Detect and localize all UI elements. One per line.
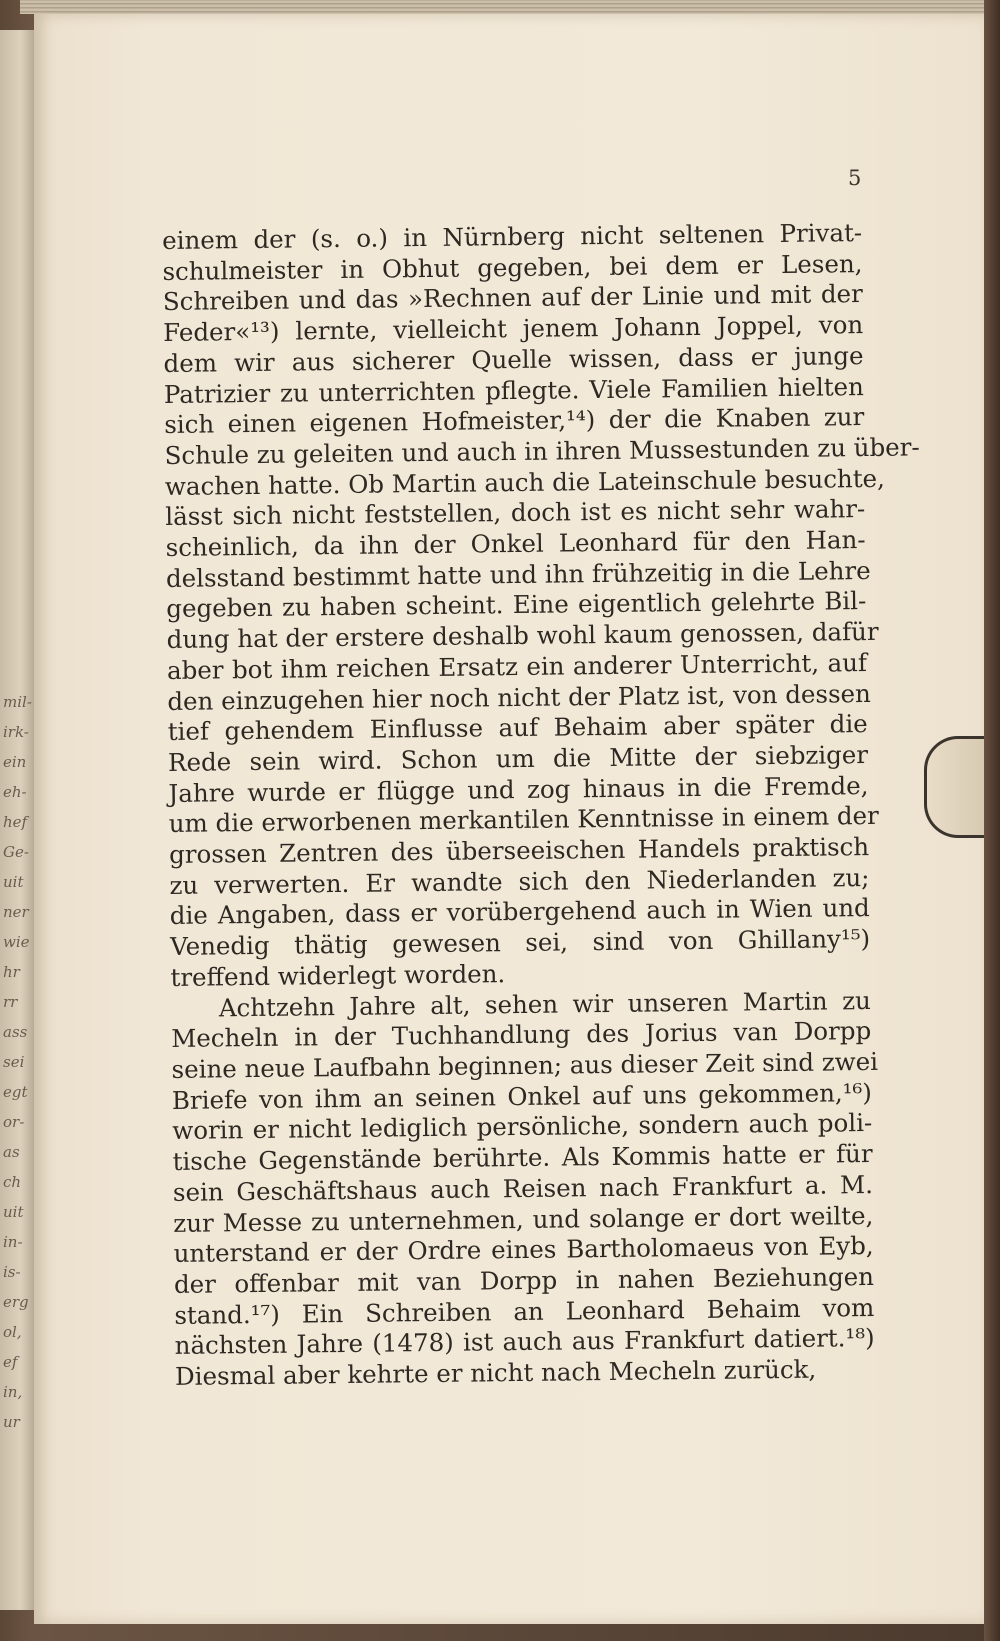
text-line: treffend widerlegt worden. — [170, 959, 506, 992]
text-line: Schreiben und das »Rechnen auf der Linie und mit der — [162, 279, 863, 317]
page-clip — [924, 736, 987, 838]
page-stack-top-edge — [20, 0, 1000, 14]
text-line: wachen hatte. Ob Martin auch die Lateinschule besuchte, — [164, 463, 886, 501]
text-line: die Angaben, dass er vorübergehend auch in Wien und — [169, 893, 870, 931]
text-line: Mecheln in der Tuchhandlung des Jorius van Dorpp — [171, 1016, 872, 1054]
text-line: zur Messe zu unternehmen, und solange er dort weilte, — [173, 1200, 874, 1238]
text-line: Briefe von ihm an seinen Onkel auf uns gekommen,¹⁶) — [171, 1077, 873, 1115]
previous-page-edge — [0, 30, 35, 1610]
margin-fragment: egt — [3, 1083, 28, 1101]
margin-fragment: hef — [3, 813, 28, 831]
margin-fragment: wie — [3, 933, 30, 951]
text-line: Feder«¹³) lernte, vielleicht jenem Johann Joppel, von — [163, 310, 864, 348]
text-line: stand.¹⁷) Ein Schreiben an Leonhard Behaim vom — [174, 1292, 875, 1330]
margin-fragment: ner — [3, 903, 29, 921]
text-line: nächsten Jahre (1478) ist auch aus Frankfurt datiert.¹⁸) — [174, 1323, 875, 1361]
margin-fragment: irk- — [3, 723, 29, 741]
text-line: Diesmal aber kehrte er nicht nach Mecheln zurück, — [174, 1354, 817, 1391]
text-line: Schule zu geleiten und auch in ihren Mussestunden zu über- — [164, 432, 920, 470]
margin-fragment: rr — [3, 993, 18, 1011]
margin-fragment: is- — [3, 1263, 21, 1281]
margin-fragment: ch — [3, 1173, 22, 1191]
text-line: zu verwerten. Er wandte sich den Niederlanden zu; — [169, 862, 870, 900]
text-line: unterstand er der Ordre eines Bartholomaeus von Eyb, — [173, 1231, 874, 1269]
margin-fragment: Ge- — [3, 843, 29, 861]
text-line: sich einen eigenen Hofmeister,¹⁴) der die Knaben zur — [164, 402, 865, 440]
text-line: seine neue Laufbahn beginnen; aus dieser Zeit sind zwei — [171, 1046, 879, 1084]
text-line: um die erworbenen merkantilen Kenntnisse in einem der — [168, 801, 879, 839]
margin-fragment: hr — [3, 963, 20, 981]
text-line: schulmeister in Obhut gegeben, bei dem er Lesen, — [162, 248, 863, 286]
text-line: Patrizier zu unterrichten pflegte. Viele Familien hielten — [163, 371, 865, 409]
margin-fragment: ein — [3, 753, 27, 771]
text-line: tief gehendem Einflusse auf Behaim aber später die — [167, 709, 868, 747]
text-line: delsstand bestimmt hatte und ihn frühzeitig in die Lehre — [165, 555, 871, 593]
page-number: 5 — [848, 166, 862, 190]
cover-edge — [984, 0, 1000, 1641]
text-line: Jahre wurde er flügge und zog hinaus in die Fremde, — [168, 770, 869, 808]
text-line: gegeben zu haben scheint. Eine eigentlich gelehrte Bil- — [166, 586, 867, 624]
text-line: der offenbar mit van Dorpp in nahen Beziehungen — [173, 1261, 875, 1299]
margin-fragment: in- — [3, 1233, 23, 1251]
text-line: den einzugehen hier noch nicht der Platz ist, von dessen — [167, 678, 872, 716]
text-line: worin er nicht lediglich persönliche, sondern auch poli- — [172, 1108, 873, 1146]
text-line: sein Geschäftshaus auch Reisen nach Frankfurt a. M. — [172, 1169, 874, 1207]
text-line: Venedig thätig gewesen sei, sind von Ghillany¹⁵) — [170, 924, 871, 962]
margin-fragment: in, — [3, 1383, 23, 1401]
text-line: Rede sein wird. Schon um die Mitte der siebziger — [167, 739, 869, 777]
text-line: scheinlich, da ihn der Onkel Leonhard für den Han- — [165, 525, 866, 563]
margin-fragment: or- — [3, 1113, 25, 1131]
margin-fragment: uit — [3, 1203, 24, 1221]
margin-fragment: mil- — [3, 693, 32, 711]
text-line: dem wir aus sicherer Quelle wissen, dass er junge — [163, 340, 864, 378]
text-line: einem der (s. o.) in Nürnberg nicht seltenen Privat- — [162, 218, 863, 255]
margin-fragment: sei — [3, 1053, 25, 1071]
margin-fragment: erg — [3, 1293, 29, 1311]
margin-fragment: as — [3, 1143, 20, 1161]
text-line: tische Gegenstände berührte. Als Kommis hatte er für — [172, 1139, 873, 1177]
margin-fragment: uit — [3, 873, 24, 891]
body-text — [162, 218, 920, 1393]
text-line: grossen Zentren des überseeischen Handels praktisch — [168, 832, 870, 870]
margin-fragment: ef — [3, 1353, 18, 1371]
text-line: aber bot ihm reichen Ersatz ein anderer Unterricht, auf — [166, 647, 868, 685]
book-page — [34, 14, 984, 1624]
margin-fragment: ass — [3, 1023, 28, 1041]
text-line: dung hat der erstere deshalb wohl kaum genossen, dafür — [166, 617, 879, 655]
text-line: Achtzehn Jahre alt, sehen wir unseren Martin zu — [218, 985, 871, 1022]
margin-fragment: ol, — [3, 1323, 22, 1341]
margin-fragment: eh- — [3, 783, 27, 801]
text-line: lässt sich nicht feststellen, doch ist es nicht sehr wahr- — [165, 494, 866, 532]
margin-fragment: ur — [3, 1413, 20, 1431]
